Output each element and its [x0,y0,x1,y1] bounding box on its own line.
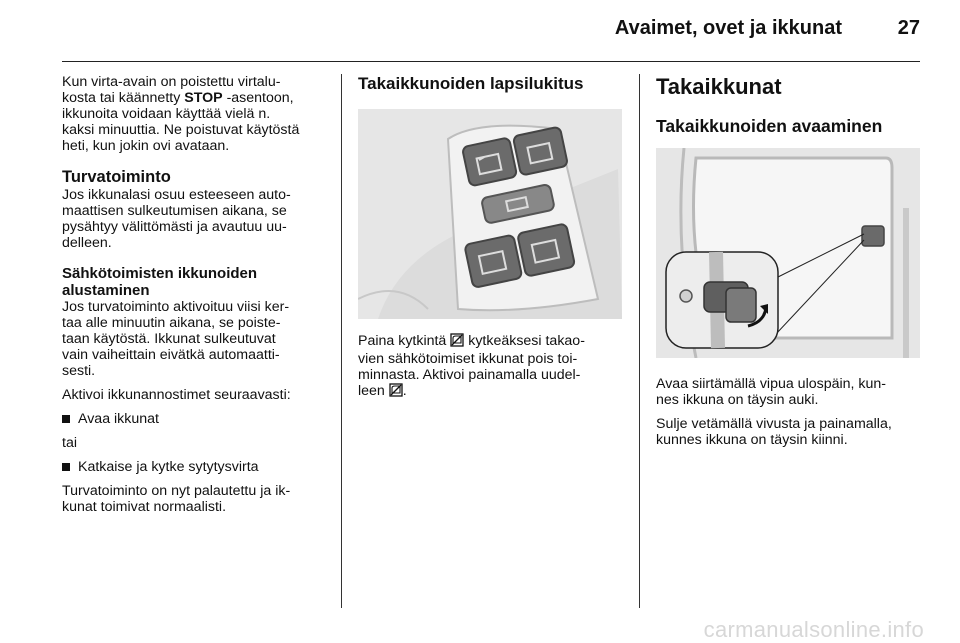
window-latch-drawing [656,148,920,358]
column-divider [639,74,640,608]
heading-turvatoiminto: Turvatoiminto [62,168,171,186]
list-item [62,459,330,475]
intro-text: kosta tai käännetty [62,90,185,106]
body-line: Turvatoiminto on nyt palautettu ja ik- [62,483,291,499]
intro-line: heti, kun jokin ovi avataan. [62,138,230,154]
body-text: . [402,383,407,399]
body-line: Aktivoi ikkunannostimet seuraavasti: [62,387,291,403]
body-line: kunat toimivat normaalisti. [62,499,227,515]
heading-takaikkunat: Takaikkunat [656,74,782,99]
body-line: vien sähkötoimiset ikkunat pois toi- [358,351,578,367]
bullet-square [62,415,70,423]
intro-line: ikkunoita voidaan käyttää vielä n. [62,106,271,122]
body-line: Jos turvatoiminto aktivoituu viisi ker- [62,299,290,315]
body-line: tai [62,435,77,451]
body-line [358,333,626,351]
heading-alustaminen: Sähkötoimisten ikkunoiden [62,265,258,282]
intro-text: -asentoon, [222,90,294,106]
body-line: delleen. [62,235,112,251]
intro-line [62,90,330,106]
window-switch-illustration [358,109,622,319]
heading-alustaminen: alustaminen [62,282,150,299]
body-line: kunnes ikkuna on täysin kiinni. [656,432,848,448]
body-line: vain vaiheittain eivätkä automaatti- [62,347,280,363]
intro-line: Kun virta-avain on poistettu virtalu- [62,74,281,90]
header-rule [62,61,920,62]
body-text: Paina kytkintä [358,333,451,349]
column-3 [656,74,924,448]
body-line: maattisen sulkeutumisen aikana, se [62,203,287,219]
column-divider [341,74,342,608]
body-line: taan käytöstä. Ikkunat sulkeutuvat [62,331,276,347]
body-line: taa alle minuutin aikana, se poiste- [62,315,281,331]
body-line: minnasta. Aktivoi painamalla uudel- [358,367,581,383]
body-line: pysähtyy välittömästi ja avautuu uu- [62,219,287,235]
intro-line: kaksi minuuttia. Ne poistuvat käytöstä [62,122,300,138]
body-line: Jos ikkunalasi osuu esteeseen auto- [62,187,291,203]
child-lock-window-icon [450,333,464,351]
stop-label: STOP [184,90,223,106]
page-header [0,0,960,62]
body-line [358,383,626,401]
switch-panel-drawing [358,109,622,319]
chapter-title: Avaimet, ovet ja ikkunat [614,17,842,39]
column-2 [358,74,626,401]
heading-lapsilukitus: Takaikkunoiden lapsilukitus [358,74,584,93]
heading-avaaminen: Takaikkunoiden avaaminen [656,116,883,136]
body-line: nes ikkuna on täysin auki. [656,392,819,408]
list-item-text: Avaa ikkunat [78,411,159,427]
bullet-square [62,463,70,471]
column-1 [62,74,330,515]
list-item [62,411,330,427]
body-line: Avaa siirtämällä vipua ulospäin, kun- [656,376,887,392]
body-line: sesti. [62,363,96,379]
rear-window-latch-illustration [656,148,920,358]
body-text: kytkeäksesi takao- [464,333,585,349]
watermark: carmanualsonline.info [703,617,924,642]
body-line: Sulje vetämällä vivusta ja painamalla, [656,416,892,432]
page-number: 27 [897,17,920,39]
child-lock-window-icon [389,383,403,401]
list-item-text: Katkaise ja kytke sytytysvirta [78,459,259,475]
body-text: leen [358,383,389,399]
